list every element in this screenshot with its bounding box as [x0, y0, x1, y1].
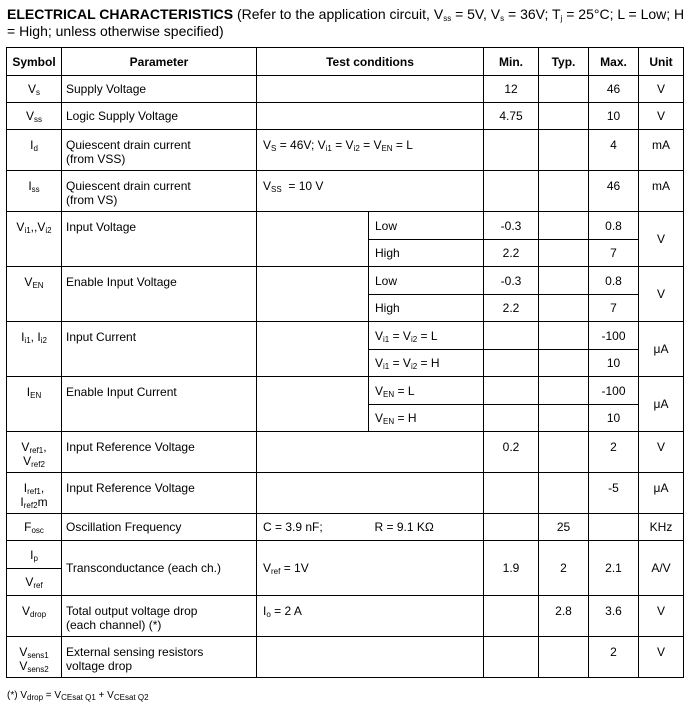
header-symbol: Symbol — [7, 48, 62, 76]
parameter-cell: Quiescent drain current (from VSS) — [62, 130, 257, 171]
header-typ: Typ. — [539, 48, 589, 76]
condition-cell: $V_S = 46V$; $V_{i1} = V_{i2} = V_{EN} = L$ — [257, 130, 484, 171]
parameter-cell: External sensing resistors voltage drop — [62, 637, 257, 678]
max-cell: 4 — [589, 130, 639, 171]
symbol-cell: $V_{drop}$ — [7, 596, 62, 637]
typ-cell: 2.8 — [539, 596, 589, 637]
min-cell: -0.3 — [484, 267, 539, 295]
table-row — [7, 473, 684, 514]
symbol-cell: $I_{EN}$ — [7, 377, 62, 432]
max-cell: 0.8 — [589, 267, 639, 295]
condition-cell: $V_{ref} = 1V$ — [257, 541, 484, 596]
condition-cell: $I_o = 2$ A — [257, 596, 484, 637]
typ-cell: 25 — [539, 514, 589, 541]
condition-cell: Low — [369, 212, 484, 240]
header-row — [7, 48, 684, 76]
table-row — [7, 76, 684, 103]
symbol-cell: $V_{ref1}$, $V_{ref2}$ — [7, 432, 62, 473]
section-title — [7, 6, 687, 40]
symbol-cell: $V_s$ — [7, 76, 62, 103]
symbol-cell: $I_d$ — [7, 130, 62, 171]
max-cell: -100 — [589, 322, 639, 350]
unit-cell: V — [639, 212, 684, 267]
min-cell: 1.9 — [484, 541, 539, 596]
unit-cell: V — [639, 267, 684, 322]
footnote: (*) $V_{drop} = V_{CEsat Q1} + V_{CEsat Q2}$ — [7, 690, 149, 702]
max-cell: 10 — [589, 103, 639, 130]
table-row — [7, 514, 684, 541]
symbol-cell: $I_p$ — [7, 541, 62, 569]
table-row — [7, 171, 684, 212]
header-unit: Unit — [639, 48, 684, 76]
max-cell: 7 — [589, 295, 639, 322]
unit-cell: V — [639, 637, 684, 678]
condition-cell: High — [369, 295, 484, 322]
parameter-cell: Input Current — [62, 322, 257, 377]
condition-cell: $V_{i1} = V_{i2} = H$ — [369, 350, 484, 377]
electrical-characteristics-table — [6, 47, 684, 678]
unit-cell: V — [639, 432, 684, 473]
symbol-cell: $I_{i1}$, $I_{i2}$ — [7, 322, 62, 377]
header-test-conditions: Test conditions — [257, 48, 484, 76]
parameter-cell: Input Reference Voltage — [62, 432, 257, 473]
symbol-cell: $V_{EN}$ — [7, 267, 62, 322]
symbol-cell: $I_{ref1}$, $I_{ref2}m$ — [7, 473, 62, 514]
section-title-bold: ELECTRICAL CHARACTERISTICS — [7, 6, 234, 22]
typ-cell: 2 — [539, 541, 589, 596]
max-cell: 2 — [589, 432, 639, 473]
parameter-cell: Input Voltage — [62, 212, 257, 267]
unit-cell: A/V — [639, 541, 684, 596]
max-cell: -5 — [589, 473, 639, 514]
unit-cell: mA — [639, 171, 684, 212]
max-cell: -100 — [589, 377, 639, 405]
parameter-cell: Enable Input Voltage — [62, 267, 257, 322]
table-row — [7, 322, 684, 350]
condition-cell: High — [369, 240, 484, 267]
header-min: Min. — [484, 48, 539, 76]
parameter-cell: Quiescent drain current (from VS) — [62, 171, 257, 212]
section-title-conditions: (Refer to the application circuit, $V_{ss} = 5V$, $V_s = 36V$; $T_j = 25^\circ C$; L = Low; H = High; unless otherwise specified) — [7, 6, 685, 39]
table-row — [7, 130, 684, 171]
min-cell: 2.2 — [484, 240, 539, 267]
condition-cell: Low — [369, 267, 484, 295]
unit-cell: KHz — [639, 514, 684, 541]
table-row — [7, 596, 684, 637]
parameter-cell: Transconductance (each ch.) — [62, 541, 257, 596]
table-row — [7, 377, 684, 405]
min-cell: -0.3 — [484, 212, 539, 240]
unit-cell: V — [639, 76, 684, 103]
max-cell: 2 — [589, 637, 639, 678]
table-row — [7, 267, 684, 295]
parameter-cell: Total output voltage drop (each channel) (*) — [62, 596, 257, 637]
max-cell: 0.8 — [589, 212, 639, 240]
table-row — [7, 541, 684, 569]
condition-cell: $V_{SS} = 10$ V — [257, 171, 484, 212]
table-row — [7, 103, 684, 130]
table-row — [7, 637, 684, 678]
condition-cell: $V_{EN} = H$ — [369, 405, 484, 432]
symbol-cell: $V_{sens1}$ $V_{sens2}$ — [7, 637, 62, 678]
max-cell: 3.6 — [589, 596, 639, 637]
min-cell: 4.75 — [484, 103, 539, 130]
parameter-cell: Logic Supply Voltage — [62, 103, 257, 130]
max-cell: 10 — [589, 405, 639, 432]
max-cell: 10 — [589, 350, 639, 377]
header-max: Max. — [589, 48, 639, 76]
unit-cell: μA — [639, 377, 684, 432]
unit-cell: μA — [639, 322, 684, 377]
symbol-cell: $I_{ss}$ — [7, 171, 62, 212]
table-row — [7, 432, 684, 473]
max-cell: 46 — [589, 76, 639, 103]
symbol-cell: $V_{ss}$ — [7, 103, 62, 130]
parameter-cell: Oscillation Frequency — [62, 514, 257, 541]
max-cell: 2.1 — [589, 541, 639, 596]
min-cell: 0.2 — [484, 432, 539, 473]
header-parameter: Parameter — [62, 48, 257, 76]
symbol-cell: $V_{i1},,V_{i2}$ — [7, 212, 62, 267]
condition-cell: $V_{EN} = L$ — [369, 377, 484, 405]
condition-cell: $V_{i1} = V_{i2} = L$ — [369, 322, 484, 350]
parameter-cell: Supply Voltage — [62, 76, 257, 103]
symbol-cell: $F_{osc}$ — [7, 514, 62, 541]
unit-cell: μA — [639, 473, 684, 514]
unit-cell: V — [639, 103, 684, 130]
unit-cell: mA — [639, 130, 684, 171]
max-cell: 7 — [589, 240, 639, 267]
condition-cell: C = 3.9 nF; — [257, 514, 369, 541]
unit-cell: V — [639, 596, 684, 637]
symbol-cell: $V_{ref}$ — [7, 569, 62, 596]
min-cell: 2.2 — [484, 295, 539, 322]
min-cell: 12 — [484, 76, 539, 103]
parameter-cell: Enable Input Current — [62, 377, 257, 432]
condition-cell: R = 9.1 KΩ — [369, 514, 484, 541]
max-cell: 46 — [589, 171, 639, 212]
table-row — [7, 212, 684, 240]
parameter-cell: Input Reference Voltage — [62, 473, 257, 514]
